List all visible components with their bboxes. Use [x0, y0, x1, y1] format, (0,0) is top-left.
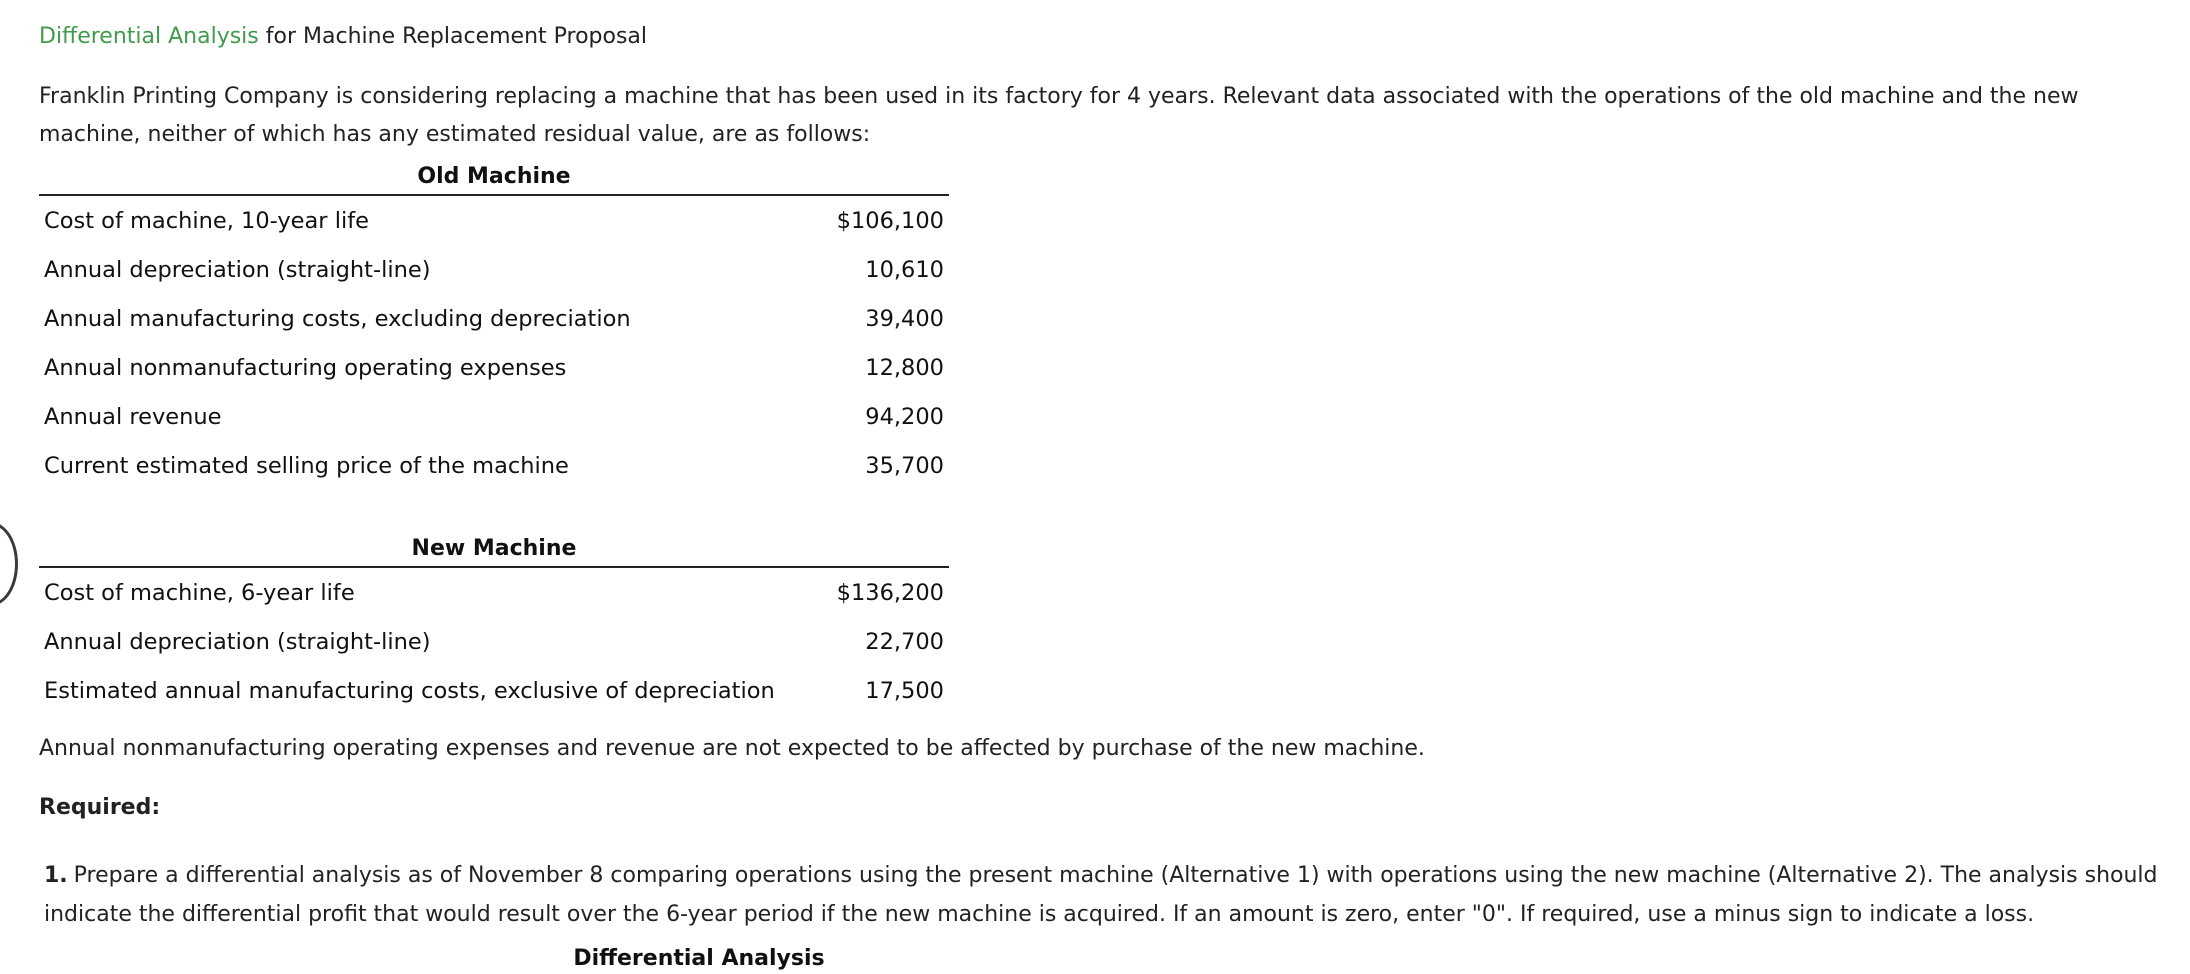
intro-paragraph: Franklin Printing Company is considering replacing a machine that has been used in its factory for 4 years. Relevant data associated with the operations of the old machine and the new machine, neither of which has any estimated residual value, are as follows:: [39, 84, 2079, 147]
new-machine-heading: New Machine: [411, 536, 577, 561]
table-row: [39, 392, 949, 441]
problem-title: [39, 22, 647, 52]
new-machine-table: [39, 534, 949, 715]
differential-analysis-heading: Differential Analysis: [573, 946, 825, 971]
row-amount: 22,700: [865, 628, 944, 655]
old-machine-table: [39, 162, 949, 490]
required-label: Required:: [39, 795, 161, 820]
row-label: Annual revenue: [44, 403, 222, 430]
row-amount: 12,800: [865, 354, 944, 381]
row-label: Annual depreciation (straight-line): [44, 628, 431, 655]
row-amount: 39,400: [865, 305, 944, 332]
row-amount: $136,200: [836, 579, 944, 606]
table-row: [39, 196, 949, 245]
table-row: [39, 666, 949, 715]
row-amount: 35,700: [865, 452, 944, 479]
side-panel-toggle-circle[interactable]: [0, 522, 18, 606]
row-label: Current estimated selling price of the machine: [44, 452, 569, 479]
requirement-number: 1.: [44, 863, 68, 888]
row-label: Annual manufacturing costs, excluding depreciation: [44, 305, 631, 332]
row-amount: $106,100: [836, 207, 944, 234]
row-amount: 94,200: [865, 403, 944, 430]
note-paragraph: Annual nonmanufacturing operating expenses and revenue are not expected to be affected by purchase of the new machine.: [39, 736, 1425, 761]
row-label: Estimated annual manufacturing costs, exclusive of depreciation: [44, 677, 775, 704]
differential-analysis-link[interactable]: Differential Analysis: [39, 24, 259, 49]
row-label: Annual depreciation (straight-line): [44, 256, 431, 283]
requirement-text: Prepare a differential analysis as of November 8 comparing operations using the present machine (Alternative 1) with operations using the new machine (Alternative 2). The analysis should indicate the differential profit that would result over the 6-year period if the new machine is acquired. If an amount is zero, enter "0". If required, use a minus sign to indicate a loss.: [44, 863, 2158, 927]
row-label: Cost of machine, 10-year life: [44, 207, 369, 234]
table-row: [39, 343, 949, 392]
row-amount: 17,500: [865, 677, 944, 704]
row-amount: 10,610: [865, 256, 944, 283]
old-machine-heading: Old Machine: [417, 164, 571, 189]
table-row: [39, 245, 949, 294]
title-rest: for Machine Replacement Proposal: [265, 24, 648, 49]
row-label: Cost of machine, 6-year life: [44, 579, 355, 606]
table-row: [39, 294, 949, 343]
table-row: [39, 441, 949, 490]
table-row: [39, 617, 949, 666]
row-label: Annual nonmanufacturing operating expenses: [44, 354, 567, 381]
table-row: [39, 568, 949, 617]
requirement-1: [44, 856, 2179, 934]
